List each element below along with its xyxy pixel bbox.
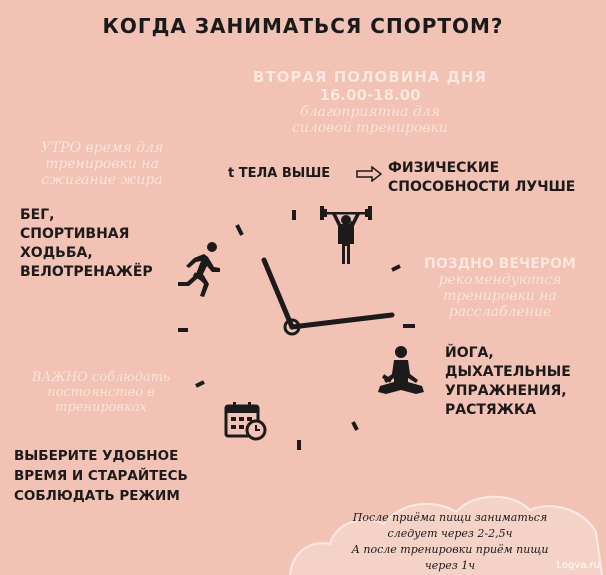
afternoon-heading: ВТОРАЯ ПОЛОВИНА ДНЯ (252, 68, 488, 86)
evening-activity-1: ЙОГА, (445, 345, 494, 361)
evening-line3: тренировки на (443, 288, 557, 304)
evening-line2: рекомендуются (438, 272, 562, 288)
cloud-note-line4: через 1ч (424, 559, 476, 572)
cloud-note-line1: После приёма пищи заниматься (352, 511, 548, 524)
morning-block (12, 140, 192, 188)
yoga-icon (372, 344, 430, 402)
body-temp-label: t ТЕЛА ВЫШЕ (228, 166, 331, 181)
morning-line3: сжигание жира (41, 172, 163, 188)
important-line3: тренировках (55, 400, 147, 415)
clock-hour-hand (264, 260, 292, 327)
afternoon-line2: силовой тренировки (292, 120, 448, 136)
morning-line1: УТРО время для (40, 140, 164, 156)
important-line2: постоянство в (47, 385, 155, 400)
watermark: Logva.ru (556, 560, 600, 571)
evening-line1: ПОЗДНО ВЕЧЕРОМ (424, 256, 576, 272)
morning-activity-4: ВЕЛОТРЕНАЖЁР (20, 264, 153, 280)
physical-ability-line2: СПОСОБНОСТИ ЛУЧШЕ (388, 179, 576, 195)
clock-tick-11 (237, 225, 242, 235)
morning-activity-2: СПОРТИВНАЯ (20, 226, 130, 242)
runner-icon (174, 240, 226, 298)
important-line1: ВАЖНО соблюдать (31, 370, 171, 385)
clock-tick-5 (353, 422, 357, 430)
morning-activity-3: ХОДЬБА, (20, 245, 93, 261)
calendar-clock-icon (224, 400, 268, 442)
page-title: КОГДА ЗАНИМАТЬСЯ СПОРТОМ? (102, 14, 504, 38)
advice-line-2: ВРЕМЯ И СТАРАЙТЕСЬ (14, 468, 188, 484)
afternoon-line1: благоприятна для (300, 104, 440, 120)
advice-line-1: ВЫБЕРИТЕ УДОБНОЕ (14, 448, 179, 464)
afternoon-block (200, 68, 540, 136)
cloud-note-line2: следует через 2-2,5ч (387, 527, 513, 540)
advice-line-3: СОБЛЮДАТЬ РЕЖИМ (14, 488, 180, 504)
clock-face (160, 190, 430, 460)
clock-tick-8 (196, 382, 204, 386)
clock-minute-hand (292, 315, 392, 327)
clock-tick-2 (392, 266, 400, 270)
evening-activity-2: ДЫХАТЕЛЬНЫЕ (445, 364, 571, 380)
evening-activity-4: РАСТЯЖКА (445, 402, 537, 418)
physical-ability-line1: ФИЗИЧЕСКИЕ (388, 160, 500, 176)
morning-activities (20, 206, 153, 282)
evening-line4: расслабление (448, 304, 552, 320)
evening-block (405, 256, 595, 320)
morning-activity-1: БЕГ, (20, 207, 55, 223)
weightlifter-icon (318, 200, 374, 266)
afternoon-time: 16.00-18.00 (319, 86, 421, 104)
evening-activities (445, 344, 571, 420)
arrow-right-icon (356, 166, 382, 182)
morning-line2: тренировки на (45, 156, 159, 172)
cloud-note (310, 510, 590, 574)
cloud-note-line3: А после тренировки приём пищи (351, 543, 549, 556)
evening-activity-3: УПРАЖНЕНИЯ, (445, 383, 567, 399)
